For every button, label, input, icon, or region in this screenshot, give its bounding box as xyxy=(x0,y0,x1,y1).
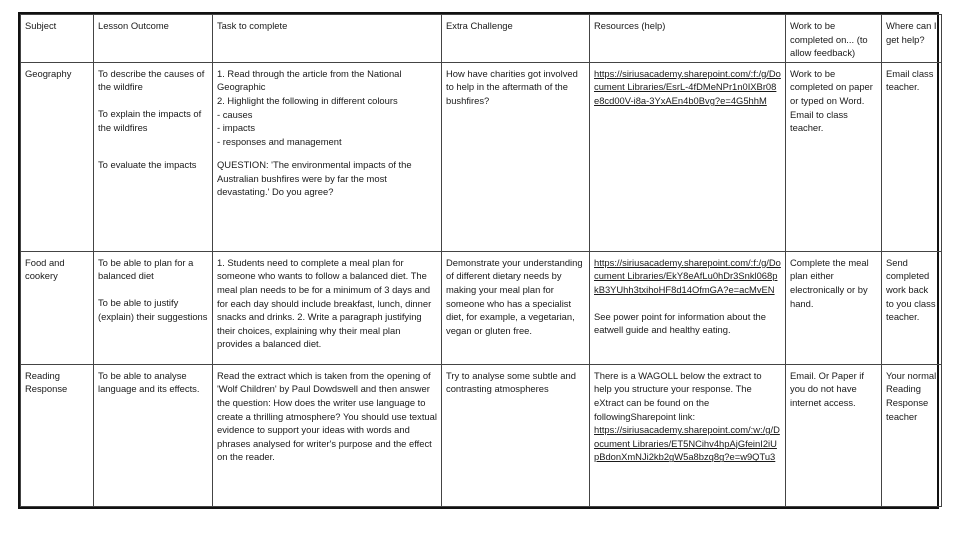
reading-extra: Try to analyse some subtle and contrasting atmospheres xyxy=(442,364,590,506)
reading-resources-cell xyxy=(590,364,786,506)
header-help: Where can I get help? xyxy=(882,15,942,63)
reading-outcome: To be able to analyse language and its effects. xyxy=(94,364,213,506)
geography-task-cell xyxy=(213,62,442,154)
food-resource-note: See power point for information about the eatwell guide and healthy eating. xyxy=(594,310,766,336)
header-extra: Extra Challenge xyxy=(442,15,590,63)
reading-task: Read the extract which is taken from the opening of 'Wolf Children' by Paul Dowdswell and then answer the question: How does the writer use language to create a thrilling atmosphere? You should use textual evidence to support your ideas with words and phrases analysed for writer's purpose and the effect on the reader. xyxy=(213,364,442,506)
geography-resources-cell xyxy=(590,62,786,251)
food-extra: Demonstrate your understanding of different dietary needs by making your meal plan for someone who has a specialist diet, for example, a vegetarian, vegan or gluten free. xyxy=(442,251,590,364)
geography-subject: Geography xyxy=(21,62,94,251)
food-resources-cell xyxy=(590,251,786,364)
geography-outcome-cell xyxy=(94,62,213,154)
food-outcome-cell xyxy=(94,251,213,364)
food-work-to: Complete the meal plan either electronically or by hand. xyxy=(786,251,882,364)
reading-resource-link[interactable]: https://siriusacademy.sharepoint.com/:w:/g/Document Libraries/ET5NCihv4hpAjGfeinI2iUpBdonXmNJi2kb2gW5a8bzq8g?e=w9QTu3 xyxy=(594,424,780,463)
geography-task-line-4: - impacts xyxy=(217,122,256,134)
header-resources: Resources (help) xyxy=(590,15,786,63)
header-work-to: Work to be completed on... (to allow feedback) xyxy=(786,15,882,63)
geography-task-line-1: 1. Read through the article from the National Geographic xyxy=(217,67,402,93)
geography-work-to: Work to be completed on paper or typed on Word. Email to class teacher. xyxy=(786,62,882,251)
lesson-table xyxy=(20,14,942,507)
food-task: 1. Students need to complete a meal plan for someone who wants to follow a balanced diet. The meal plan needs to be for a minimum of 3 days and for each day should include breakfast, lunch, dinner snacks and drinks. 2. Write a paragraph justifying their choices, explaining why their meal plan provides a balanced diet. xyxy=(213,251,442,364)
food-subject: Food and cookery xyxy=(21,251,94,364)
food-outcome-1: To be able to plan for a balanced diet xyxy=(98,256,194,282)
header-subject: Subject xyxy=(21,15,94,63)
geography-outcome-1: To describe the causes of the wildfire xyxy=(98,67,205,93)
food-row xyxy=(21,251,942,364)
header-task: Task to complete xyxy=(213,15,442,63)
food-resource-link[interactable]: https://siriusacademy.sharepoint.com/:f:/g/Document Libraries/EkY8eAfLu0hDr3Snkl068pkB3YUhh3txihoHF8d14OfmGA?e=acMvEN xyxy=(594,256,781,295)
food-help: Send completed work back to you class teacher. xyxy=(882,251,942,364)
geography-outcome-3: To evaluate the impacts xyxy=(94,154,213,251)
geography-task-line-3: - causes xyxy=(217,108,253,120)
header-outcome: Lesson Outcome xyxy=(94,15,213,63)
geography-resource-link[interactable]: https://siriusacademy.sharepoint.com/:f:/g/Document Libraries/EsrL-4fDMeNPr1n0IXBr08e8cd00V-i8a-3YxAEn4b0Bvg?e=4G5hhM xyxy=(594,67,781,106)
geography-outcome-2: To explain the impacts of the wildfires xyxy=(98,107,202,133)
lesson-table-frame xyxy=(18,12,939,509)
geography-task-question: QUESTION: 'The environmental impacts of the Australian bushfires were by far the most devastating.' Do you agree? xyxy=(213,154,442,251)
geography-help: Email class teacher. xyxy=(882,62,942,251)
reading-subject: Reading Response xyxy=(21,364,94,506)
geography-task-line-2: 2. Highlight the following in different colours xyxy=(217,94,398,106)
geography-extra: How have charities got involved to help in the aftermath of the bushfires? xyxy=(442,62,590,251)
header-row xyxy=(21,15,942,63)
reading-help: Your normal Reading Response teacher xyxy=(882,364,942,506)
geography-row xyxy=(21,62,942,154)
food-outcome-2: To be able to justify (explain) their suggestions xyxy=(98,296,208,322)
geography-task-line-5: - responses and management xyxy=(217,135,342,147)
reading-work-to: Email. Or Paper if you do not have internet access. xyxy=(786,364,882,506)
reading-resource-text: There is a WAGOLL below the extract to help you structure your response. The eXtract can be found on the followingSharepoint link: xyxy=(594,369,762,422)
reading-row xyxy=(21,364,942,506)
